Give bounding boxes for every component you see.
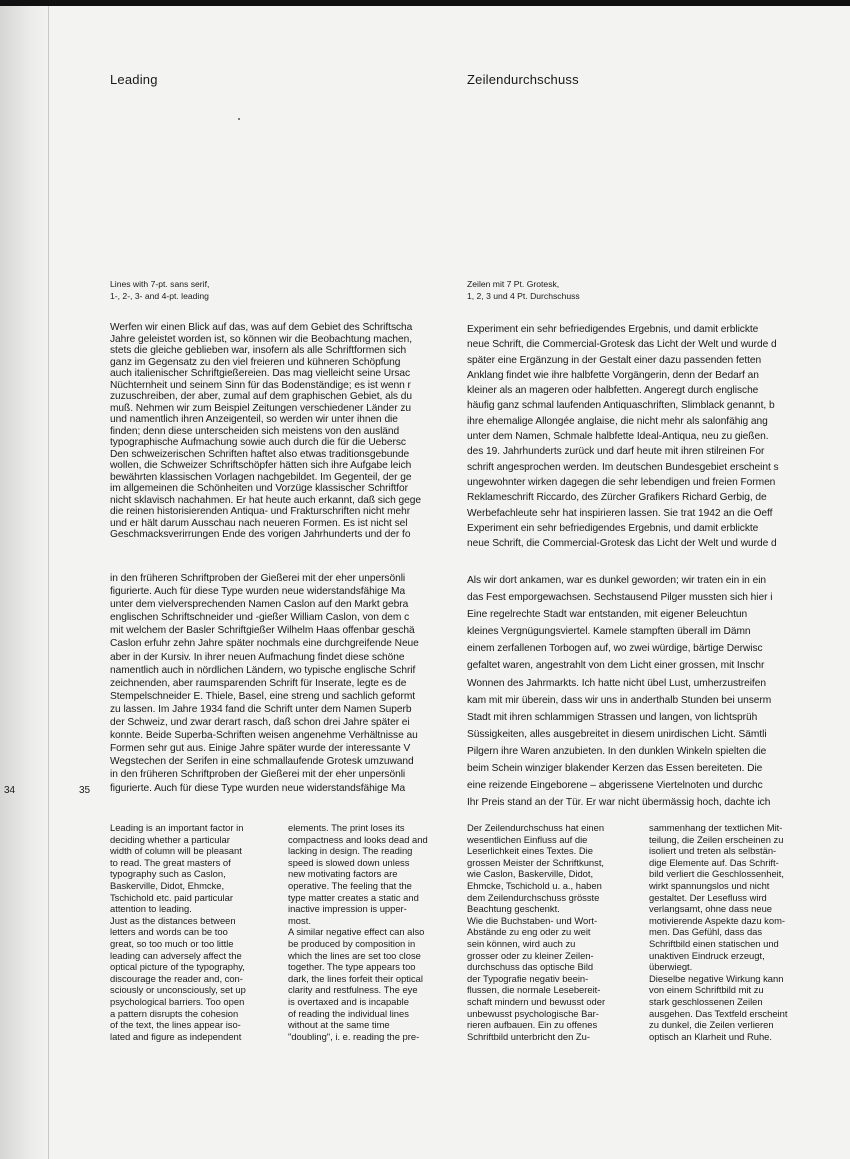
sample-left-top-line: muß. Nehmen wir zum Beispiel Zeitungen verschiedener Länder zu — [110, 402, 411, 414]
sample-left-bottom-line: figurierte. Auch für diese Type wurden neue widerstandsfähige Ma — [110, 586, 406, 598]
sample-left-bottom-line: Wegstechen der Serifen in eine schmallaufende Grotesk umzuwand — [110, 756, 414, 768]
sample-left-bottom-line: namentlich auch in nördlichen Ländern, wo typische englische Schrif — [110, 664, 416, 676]
sample-left-top-line: im allgemeinen die Schönheiten und Vorzüge klassischer Schriftfor — [110, 483, 409, 494]
sample-left-top-line: nicht sklavisch nachahmen. Er hat heute auch erkannt, daß sich gege — [110, 494, 421, 506]
sample-right-bottom-line: kam mit mir überein, dass wir uns in anderthalb Stunden bei unserm — [467, 694, 772, 706]
caption-left: Lines with 7-pt. sans serif, 1-, 2-, 3- and 4-pt. leading — [110, 279, 210, 301]
sample-left-top-line: Den schweizerischen Schriften haftet also etwas traditionsgebunde — [110, 448, 410, 460]
sample-right-top-line: neue Schrift, die Commercial-Grotesk das Licht der Welt und wurde d — [467, 339, 777, 351]
sample-right-bottom-line: gefaltet waren, angestrahlt von dem Licht einer grossen, mit Inschr — [467, 660, 765, 672]
sample-left-top-line: bewährten klassischen Vorlagen nachgebildet. Im Gegenteil, der ge — [110, 471, 412, 483]
column-english-1: Leading is an important factor in deciding whether a particular width of column will be pleasant to read. The great masters of typography such as Caslon, Baskerville, Didot, Ehmcke, Tschichold etc. paid particular attention to leading. Just as the distances between letters and words can be too great, so too much or too little leading can adversely affect the optical picture of the typography, discourage the reader and, con- sciously or unconsciously, set up psychological barriers. Too open a pattern disrupts the cohesion of the text, the lines appear iso- lated and figure as independent — [110, 822, 246, 1042]
folio-right: 35 — [79, 785, 91, 796]
sample-left-top-line: wollen, die Schweizer Schriftschöpfer hätten sich ihre Aufgabe leich — [110, 460, 412, 471]
sample-right-bottom-line: Stadt mit ihren schlammigen Strassen und langen, von lichtsprüh — [467, 711, 758, 723]
sample-right-bottom-line: Wonnen des Jahrmarkts. Ich hatte nicht übel Lust, umherzustreifen — [467, 677, 766, 689]
sample-left-top-line: Werfen wir einen Blick auf das, was auf dem Gebiet des Schriftscha — [110, 322, 413, 333]
sample-right-bottom-line: Ihr Preis stand an der Tür. Er war nicht übermässig hoch, dachte ich — [467, 797, 771, 809]
sample-right-bottom-line: eine reizende Eingeborene – abgerissene Viertelnoten und durchc — [467, 780, 763, 792]
sample-left-top — [110, 322, 440, 541]
heading-right: Zeilendurchschuss — [467, 72, 579, 87]
sample-right-top-line: Experiment ein sehr befriedigendes Ergebnis, und damit erblickte — [467, 324, 759, 335]
sample-right-top-line: kleiner als an mageren oder halbfetten. Angeregt durch englische — [467, 385, 759, 397]
sample-left-top-line: ganz im Gegensatz zu den viel freieren und kühneren Schöpfung — [110, 356, 401, 368]
column-german-1: Der Zeilendurchschuss hat einen wesentlichen Einfluss auf die Leserlichkeit eines Textes. Die grossen Meister der Schriftkunst, wie Caslon, Baskerville, Didot, Ehmcke, Tschichold u. a., haben dem Zeilendurchschuss grösste Beachtung geschenkt. Wie die Buchstaben- und Wort- Abstände zu eng oder zu weit sein können, wird auch zu grosser oder zu kleiner Zeilen- durchschuss das optische Bild der Typografie negativ beein- flussen, die normale Lesebereit- schaft mindern und bewusst oder unbewusst psychologische Bar- rieren aufbauen. Ein zu offenes Schriftbild unterbricht den Zu- — [467, 822, 606, 1042]
sample-right-top-line: Anklang findet wie ihre halbfette Vorgängerin, denn der Bedarf an — [467, 369, 759, 381]
sample-right-top-line: häufig ganz schmal laufenden Antiquaschriften, Slimblack genannt, b — [467, 400, 775, 412]
sample-right-bottom-line: Süssigkeiten, alles ausgebreitet in diesem unirdischen Licht. Sämtli — [467, 728, 767, 740]
sample-right-bottom-line: beim Schein winziger blakender Kerzen das Essen bereiteten. Die — [467, 763, 763, 775]
heading-left: Leading — [110, 72, 158, 87]
sample-left-bottom-line: unter dem vielversprechenden Namen Caslon auf den Markt gebra — [110, 599, 409, 611]
sample-left-bottom-line: englischen Schriftschneider und -gießer William Caslon, von dem c — [110, 612, 410, 624]
sample-left-top-line: typographische Aufmachung sowie auch durch die für die Uebersc — [110, 437, 406, 448]
sample-left-top-line: stets die gleiche geblieben war, insofern als alle Schriftformen sich — [110, 345, 407, 356]
sample-right-top-line: ihre ehemalige Allongée anglaise, die nicht mehr als salonfähig ang — [467, 415, 768, 427]
sample-right-top-line: später eine Ergänzung in der Gestalt einer dazu passenden fetten — [467, 354, 762, 366]
sample-left-top-line: Jahre geleistet worden ist, so können wir die Beobachtung machen, — [110, 333, 412, 345]
sample-left-top-line: die reinen historisierenden Antiqua- und Frakturschriften nicht mehr — [110, 506, 411, 517]
sample-left-top-line: zuzuschreiben, der aber, zumal auf dem graphischen Gebiet, als du — [110, 391, 412, 402]
sample-right-top-line: neue Schrift, die Commercial-Grotesk das Licht der Welt und wurde d — [467, 538, 777, 550]
sample-left-bottom-line: Caslon erfuhr zehn Jahre später nochmals eine durchgreifende Neue — [110, 638, 419, 650]
sample-left-top-line: Geschmacksverirrungen Ende des vorigen Jahrhunderts und der fo — [110, 529, 411, 540]
sample-left-bottom-line: zu lassen. Im Jahre 1934 fand die Schrift unter dem Namen Superb — [110, 703, 412, 715]
sample-left-top-line: finden; denn diese unterscheiden sich meistens von den ausländ — [110, 425, 400, 437]
sample-right-bottom-line: Als wir dort ankamen, war es dunkel geworden; wir traten ein in ein — [467, 575, 767, 586]
sample-right-bottom-line: das Fest emporgewachsen. Sechstausend Pilger mussten sich hier i — [467, 592, 773, 604]
page-fold-line — [48, 6, 49, 1159]
sample-right-bottom-line: Pilgern ihre Waren anzubieten. In den dunklen Winkeln spielten die — [467, 745, 767, 757]
sample-right-bottom-line: Eine regelrechte Stadt war entstanden, mit eigener Beleuchtun — [467, 609, 748, 621]
sample-right-top-line: Reklameschrift Riccardo, des Zürcher Grafikers Richard Gerbig, de — [467, 492, 767, 504]
folio-left: 34 — [4, 785, 16, 796]
sample-left-bottom-line: Formen sehr gut aus. Einige Jahre später wurde der interessante V — [110, 743, 411, 755]
sample-left-bottom-line: in den früheren Schriftproben der Gießerei mit der eher unpersönli — [110, 769, 406, 781]
sample-right-bottom — [467, 572, 805, 811]
sample-left-bottom-line: mit welchem der Basler Schriftgießer Wilhelm Haas offenbar geschä — [110, 625, 415, 637]
sample-left-bottom-line: Stempelschneider E. Thiele, Basel, eine streng und sachlich geformt — [110, 690, 416, 702]
sample-right-top-line: ungewohnter wirken dagegen die sehr lebendigen und freien Formen — [467, 476, 776, 488]
sample-left-bottom — [110, 572, 440, 795]
top-edge — [0, 0, 850, 6]
sample-left-top-line: und er hält darum Ausschau nach neueren Formen. Es ist nicht sel — [110, 517, 408, 529]
sample-left-top-line: Nüchternheit und seinem Sinn für das Bodenständige; es ist wenn r — [110, 379, 411, 391]
sample-left-bottom-line: aber in der Kursiv. In ihrer neuen Aufmachung findet diese schöne — [110, 651, 405, 663]
sample-right-bottom-line: einem zerfallenen Torbogen auf, wo zwei würdige, bärtige Derwisc — [467, 643, 763, 655]
sample-right-top-line: Werbefachleute sehr hat inspirieren lassen. Sie trat 1942 an die Oeff — [467, 507, 773, 519]
sample-right-bottom-line: kleines Vergnügungsviertel. Kamele stampften überall im Dämn — [467, 626, 751, 638]
sample-right-top-line: unter dem Namen, Schmale halbfette Ideal-Antiqua, neu zu gießen. — [467, 431, 769, 443]
sample-right-top-line: des 19. Jahrhunderts zurück und darf heute mit ihren stilreinen For — [467, 446, 765, 458]
column-german-2: sammenhang der textlichen Mit- teilung, die Zeilen erscheinen zu isoliert und treten als selbstän- dige Elemente auf. Das Schrift- bild verliert die Geschlossenheit, wirkt spannungslos und nicht gestaltet. Der Lesefluss wird verlangsamt, ohne dass neue motivierende Aspekte dazu kom- men. Das Gefühl, dass das Schriftbild einen statischen und unaktiven Eindruck erzeugt, überwiegt. Dieselbe negative Wirkung kann von einem Schriftbild mit zu stark geschlossenen Zeilen ausgehen. Das Textfeld erscheint zu dunkel, die Zeilen verlieren optisch an Klarheit und Ruhe. — [649, 822, 788, 1042]
sample-left-bottom-line: der Schweiz, und zwar derart rasch, daß schon drei Jahre später ei — [110, 717, 410, 729]
caption-right: Zeilen mit 7 Pt. Grotesk, 1, 2, 3 und 4 Pt. Durchschuss — [467, 279, 580, 301]
sample-right-top-line: schrift angesprochen werden. Im deutschen Bundesgebiet erscheint s — [467, 461, 779, 473]
sample-right-top-line: Experiment ein sehr befriedigendes Ergebnis, und damit erblickte — [467, 522, 759, 534]
sample-left-bottom-line: konnte. Beide Superba-Schriften weisen angenehme Verhältnisse au — [110, 730, 418, 742]
sample-left-bottom-line: in den früheren Schriftproben der Gießerei mit der eher unpersönli — [110, 573, 406, 584]
print-speck — [238, 118, 240, 120]
sample-left-bottom-line: figurierte. Auch für diese Type wurden neue widerstandsfähige Ma — [110, 782, 406, 794]
column-english-2: elements. The print loses its compactness and looks dead and lacking in design. The reading speed is slowed down unless new motivating factors are operative. The feeling that the type matter creates a static and inactive impression is upper- most. A similar negative effect can also be produced by composition in which the lines are set too close together. The type appears too dark, the lines forfeit their optical clarity and restfulness. The eye is overtaxed and is incapable of reading the individual lines without at the same time "doubling", i. e. reading the pre- — [288, 822, 428, 1042]
sample-left-bottom-line: zeichnenden, aber raumsparenden Schrift für Inserate, legte es de — [110, 677, 407, 689]
sample-left-top-line: auch italienischer Schriftgießereien. Das mag vielleicht seine Ursac — [110, 368, 411, 379]
page-gutter-shadow — [0, 6, 50, 1159]
sample-left-top-line: und namentlich ihren Anzeigenteil, so werden wir unter ihnen die — [110, 414, 398, 425]
sample-right-top — [467, 322, 805, 551]
